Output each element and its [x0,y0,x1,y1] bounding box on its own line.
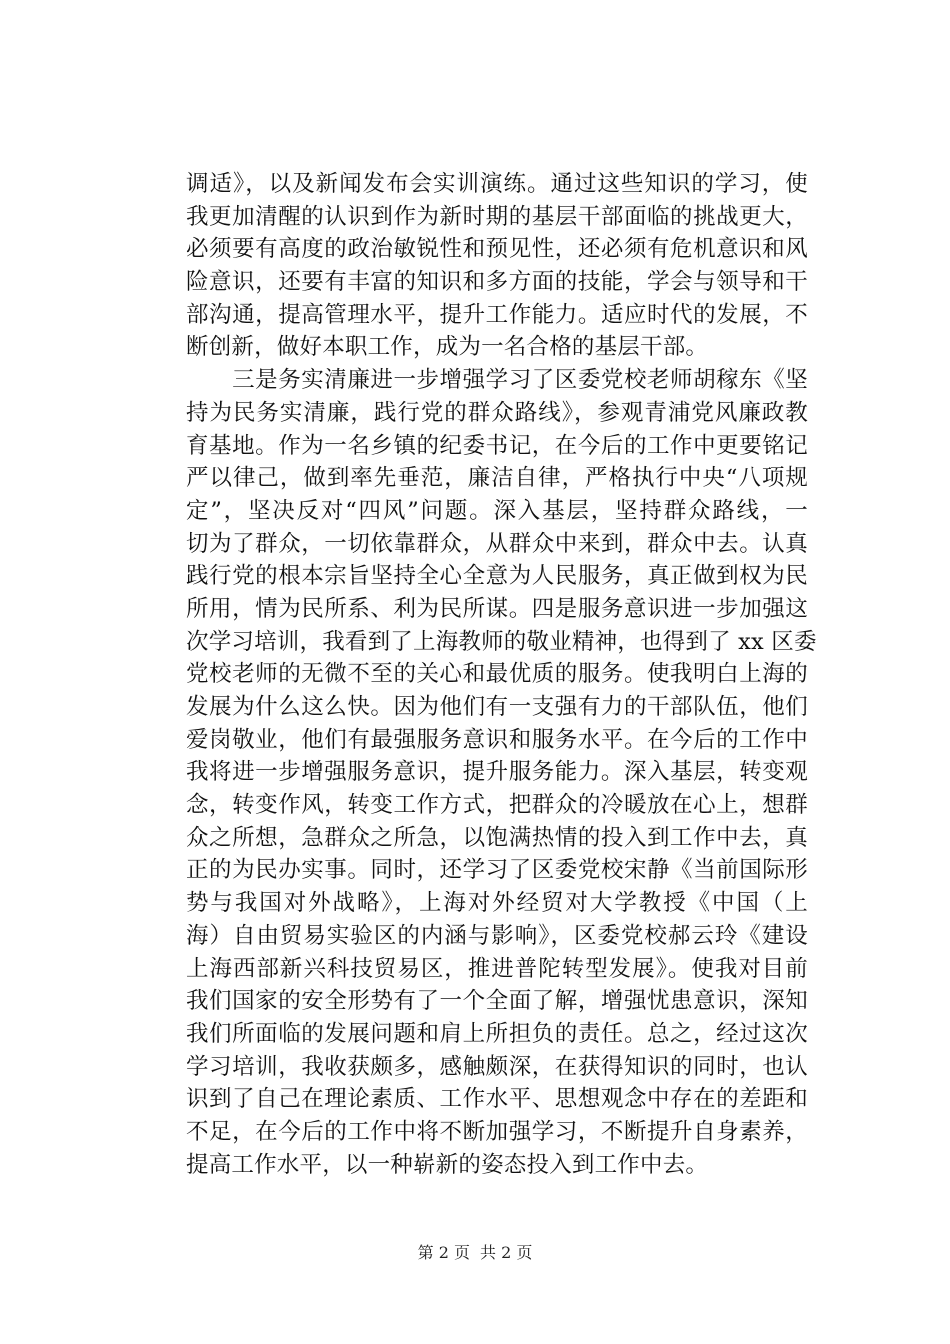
page-total: 共 2 页 [480,1243,533,1262]
text-line: 爱岗敬业，他们有最强服务意识和服务水平。在今后的工作中 [186,726,808,753]
text-line: 上海西部新兴科技贸易区，推进普陀转型发展》。使我对目前 [186,955,808,982]
text-line: 识到了自己在理论素质、工作水平、思想观念中存在的差距和 [186,1086,808,1113]
text-line: 提高工作水平，以一种崭新的姿态投入到工作中去。 [186,1151,709,1178]
text-line: 势与我国对外战略》，上海对外经贸对大学教授《中国（上 [186,890,808,917]
text-line: 我将进一步增强服务意识，提升服务能力。深入基层，转变观 [186,759,808,786]
text-line: 育基地。作为一名乡镇的纪委书记，在今后的工作中更要铭记 [186,432,808,459]
text-line: 海）自由贸易实验区的内涵与影响》，区委党校郝云玲《建设 [186,922,808,949]
text-line: 定”，坚决反对“四风”问题。深入基层，坚持群众路线，一 [186,497,808,524]
text-line: 所用，情为民所系、利为民所谋。四是服务意识进一步加强这 [186,595,808,622]
text-line: 断创新，做好本职工作，成为一名合格的基层干部。 [186,334,709,361]
body-text [186,168,817,1181]
text-line: 必须要有高度的政治敏锐性和预见性，还必须有危机意识和风 [186,236,808,263]
text-line: 正的为民办实事。同时，还学习了区委党校宋静《当前国际形 [186,857,808,884]
text-line: 严以律己，做到率先垂范，廉洁自律，严格执行中央“八项规 [186,465,808,492]
text-line: 持为民务实清廉，践行党的群众路线》，参观青浦党风廉政教 [186,399,808,426]
text-line: 我更加清醒的认识到作为新时期的基层干部面临的挑战更大， [186,203,808,230]
text-line: 发展为什么这么快。因为他们有一支强有力的干部队伍，他们 [186,694,808,720]
text-line: 险意识，还要有丰富的知识和多方面的技能，学会与领导和干 [186,269,808,296]
text-line: 切为了群众，一切依靠群众，从群众中来到，群众中去。认真 [186,530,808,557]
page-number: 第 2 页 [417,1243,470,1262]
text-line: 部沟通，提高管理水平，提升工作能力。适应时代的发展，不 [186,301,808,328]
text-line: 学习培训，我收获颇多，感触颇深，在获得知识的同时，也认 [186,1053,808,1080]
text-line: 众之所想，急群众之所急，以饱满热情的投入到工作中去，真 [186,824,808,851]
text-line: 次学习培训，我看到了上海教师的敬业精神，也得到了 xx 区委 [186,628,817,655]
text-line: 我们所面临的发展问题和肩上所担负的责任。总之，经过这次 [186,1020,808,1047]
text-line: 不足，在今后的工作中将不断加强学习，不断提升自身素养， [186,1118,808,1145]
text-line: 调适》，以及新闻发布会实训演练。通过这些知识的学习，使 [186,171,808,197]
text-line: 我们国家的安全形势有了一个全面了解，增强忧患意识，深知 [186,988,808,1015]
page-footer [0,1243,950,1263]
text-line: 践行党的根本宗旨坚持全心全意为人民服务，真正做到权为民 [186,563,808,590]
text-line: 党校老师的无微不至的关心和最优质的服务。使我明白上海的 [186,661,808,688]
text-line: 三是务实清廉进一步增强学习了区委党校老师胡稼东《坚 [186,367,808,394]
text-line: 念，转变作风，转变工作方式，把群众的冷暖放在心上，想群 [186,792,808,819]
